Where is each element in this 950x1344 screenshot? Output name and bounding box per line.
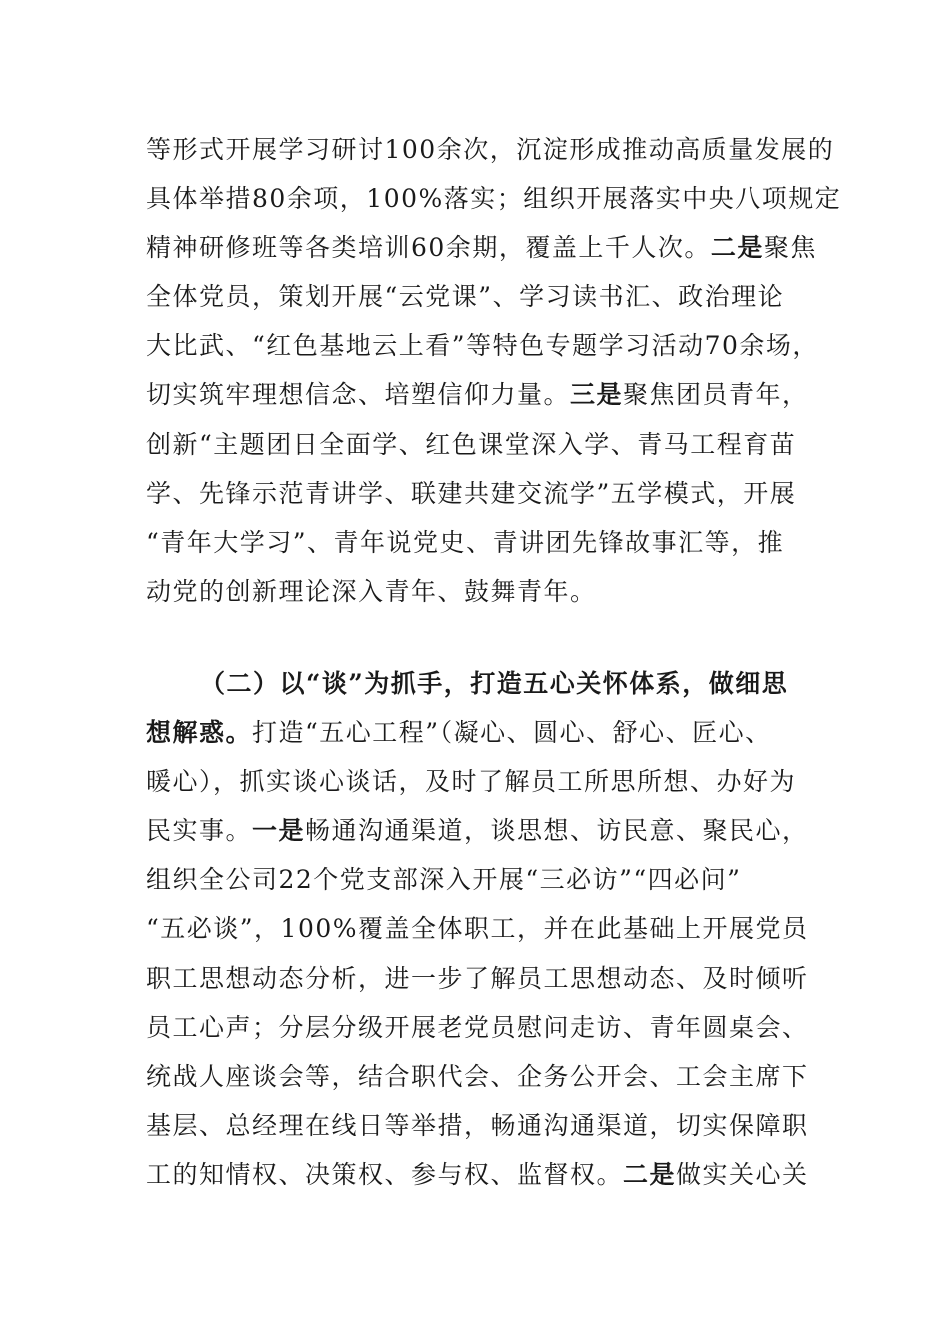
text-line: 精神研修班等各类培训60余期，覆盖上千人次。二是聚焦 [146, 233, 817, 263]
text-line: 切实筑牢理想信念、培塑信仰力量。三是聚焦团员青年， [146, 380, 809, 410]
text-line: 员工心声；分层分级开展老党员慰问走访、青年圆桌会、 [146, 1012, 809, 1042]
text-line: 工的知情权、决策权、参与权、监督权。二是做实关心关 [146, 1159, 809, 1189]
text-line: 动党的创新理论深入青年、鼓舞青年。 [146, 576, 597, 606]
paragraph-section-two [146, 659, 826, 1199]
text-line: 想解惑。打造“五心工程”（凝心、圆心、舒心、匠心、 [146, 718, 772, 748]
text-line: 等形式开展学习研讨100余次，沉淀形成推动高质量发展的 [146, 135, 835, 164]
text-line: 职工思想动态分析，进一步了解员工思想动态、及时倾听 [146, 963, 809, 993]
paragraph-study-activities [146, 125, 842, 616]
text-line: 具体举措80余项，100%落实；组织开展落实中央八项规定 [146, 184, 842, 214]
text-line: 统战人座谈会等，结合职代会、企务公开会、工会主席下 [146, 1061, 809, 1091]
text-line: 学、先锋示范青讲学、联建共建交流学”五学模式，开展 [146, 478, 797, 508]
text-line: 暖心），抓实谈心谈话，及时了解员工所思所想、办好为 [146, 767, 797, 797]
text-line: 组织全公司22个党支部深入开展“三必访”“四必问” [146, 865, 742, 895]
text-line: “五必谈”，100%覆盖全体职工，并在此基础上开展党员 [146, 914, 809, 944]
text-line: 全体党员，策划开展“云党课”、学习读书汇、政治理论 [146, 282, 785, 312]
text-line: 基层、总经理在线日等举措，畅通沟通渠道，切实保障职 [146, 1110, 809, 1140]
section-heading-line: （二）以“谈”为抓手，打造五心关怀体系，做细思 [200, 669, 789, 698]
text-line: “青年大学习”、青年说党史、青讲团先锋故事汇等，推 [146, 527, 785, 557]
text-line: 创新“主题团日全面学、红色课堂深入学、青马工程育苗 [146, 429, 797, 459]
text-line: 大比武、“红色基地云上看”等特色专题学习活动70余场， [146, 331, 819, 361]
text-line: 民实事。一是畅通沟通渠道，谈思想、访民意、聚民心， [146, 816, 809, 846]
